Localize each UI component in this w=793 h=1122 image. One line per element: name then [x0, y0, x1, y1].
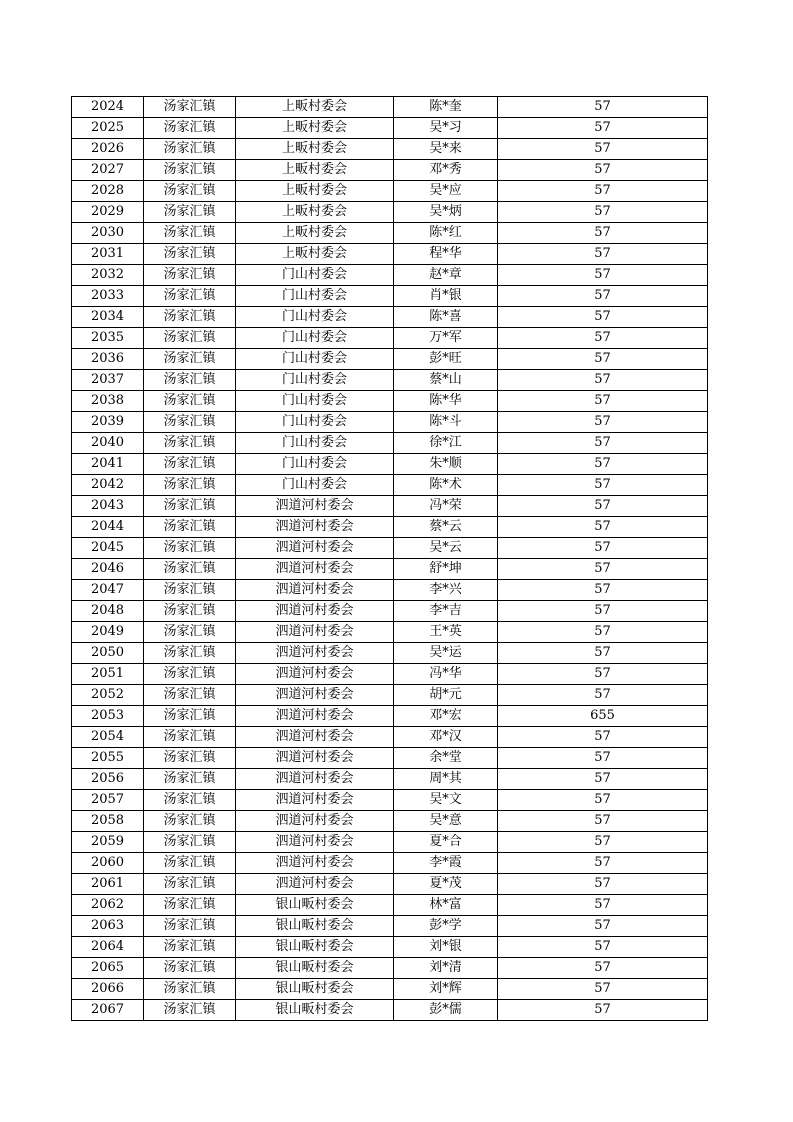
amount-cell: 57	[498, 118, 708, 139]
row-number-cell: 2025	[72, 118, 144, 139]
row-number-cell: 2026	[72, 139, 144, 160]
village-committee-cell: 门山村委会	[236, 433, 394, 454]
name-cell: 夏*合	[394, 832, 498, 853]
amount-cell: 57	[498, 475, 708, 496]
name-cell: 周*其	[394, 769, 498, 790]
village-committee-cell: 门山村委会	[236, 265, 394, 286]
table-row	[72, 160, 708, 181]
town-cell: 汤家汇镇	[144, 181, 236, 202]
name-cell: 邓*宏	[394, 706, 498, 727]
table-row	[72, 874, 708, 895]
table-row	[72, 895, 708, 916]
town-cell: 汤家汇镇	[144, 475, 236, 496]
village-committee-cell: 泗道河村委会	[236, 643, 394, 664]
amount-cell: 57	[498, 160, 708, 181]
table-row	[72, 307, 708, 328]
table-row	[72, 370, 708, 391]
table-row	[72, 328, 708, 349]
table-row	[72, 139, 708, 160]
village-committee-cell: 泗道河村委会	[236, 790, 394, 811]
amount-cell: 655	[498, 706, 708, 727]
table-row	[72, 685, 708, 706]
village-committee-cell: 银山畈村委会	[236, 895, 394, 916]
table-row	[72, 286, 708, 307]
town-cell: 汤家汇镇	[144, 307, 236, 328]
name-cell: 吴*来	[394, 139, 498, 160]
row-number-cell: 2040	[72, 433, 144, 454]
row-number-cell: 2056	[72, 769, 144, 790]
data-table	[71, 96, 708, 1021]
row-number-cell: 2060	[72, 853, 144, 874]
row-number-cell: 2032	[72, 265, 144, 286]
name-cell: 吴*炳	[394, 202, 498, 223]
amount-cell: 57	[498, 265, 708, 286]
name-cell: 李*兴	[394, 580, 498, 601]
name-cell: 蔡*山	[394, 370, 498, 391]
row-number-cell: 2030	[72, 223, 144, 244]
amount-cell: 57	[498, 286, 708, 307]
row-number-cell: 2027	[72, 160, 144, 181]
table-row	[72, 412, 708, 433]
table-row	[72, 349, 708, 370]
table-row	[72, 748, 708, 769]
name-cell: 吴*文	[394, 790, 498, 811]
village-committee-cell: 门山村委会	[236, 307, 394, 328]
village-committee-cell: 上畈村委会	[236, 244, 394, 265]
table-row	[72, 643, 708, 664]
village-committee-cell: 泗道河村委会	[236, 601, 394, 622]
amount-cell: 57	[498, 601, 708, 622]
row-number-cell: 2063	[72, 916, 144, 937]
amount-cell: 57	[498, 979, 708, 1000]
village-committee-cell: 门山村委会	[236, 328, 394, 349]
town-cell: 汤家汇镇	[144, 433, 236, 454]
table-row	[72, 811, 708, 832]
table-row	[72, 580, 708, 601]
table-row	[72, 601, 708, 622]
name-cell: 邓*汉	[394, 727, 498, 748]
name-cell: 李*吉	[394, 601, 498, 622]
village-committee-cell: 门山村委会	[236, 286, 394, 307]
village-committee-cell: 银山畈村委会	[236, 1000, 394, 1021]
row-number-cell: 2066	[72, 979, 144, 1000]
table-row	[72, 622, 708, 643]
amount-cell: 57	[498, 244, 708, 265]
name-cell: 陈*斗	[394, 412, 498, 433]
name-cell: 彭*学	[394, 916, 498, 937]
village-committee-cell: 泗道河村委会	[236, 559, 394, 580]
table-row	[72, 832, 708, 853]
town-cell: 汤家汇镇	[144, 832, 236, 853]
table-row	[72, 496, 708, 517]
amount-cell: 57	[498, 559, 708, 580]
name-cell: 舒*坤	[394, 559, 498, 580]
amount-cell: 57	[498, 664, 708, 685]
table-row	[72, 958, 708, 979]
amount-cell: 57	[498, 538, 708, 559]
amount-cell: 57	[498, 454, 708, 475]
village-committee-cell: 泗道河村委会	[236, 853, 394, 874]
village-committee-cell: 上畈村委会	[236, 223, 394, 244]
row-number-cell: 2037	[72, 370, 144, 391]
name-cell: 陈*术	[394, 475, 498, 496]
town-cell: 汤家汇镇	[144, 916, 236, 937]
village-committee-cell: 银山畈村委会	[236, 916, 394, 937]
row-number-cell: 2029	[72, 202, 144, 223]
village-committee-cell: 银山畈村委会	[236, 979, 394, 1000]
table-row	[72, 391, 708, 412]
name-cell: 肖*银	[394, 286, 498, 307]
village-committee-cell: 泗道河村委会	[236, 706, 394, 727]
row-number-cell: 2043	[72, 496, 144, 517]
row-number-cell: 2047	[72, 580, 144, 601]
name-cell: 赵*章	[394, 265, 498, 286]
table-row	[72, 181, 708, 202]
town-cell: 汤家汇镇	[144, 202, 236, 223]
village-committee-cell: 银山畈村委会	[236, 937, 394, 958]
table-row	[72, 97, 708, 118]
town-cell: 汤家汇镇	[144, 118, 236, 139]
amount-cell: 57	[498, 328, 708, 349]
town-cell: 汤家汇镇	[144, 265, 236, 286]
town-cell: 汤家汇镇	[144, 706, 236, 727]
amount-cell: 57	[498, 937, 708, 958]
amount-cell: 57	[498, 496, 708, 517]
town-cell: 汤家汇镇	[144, 769, 236, 790]
town-cell: 汤家汇镇	[144, 160, 236, 181]
row-number-cell: 2045	[72, 538, 144, 559]
name-cell: 吴*云	[394, 538, 498, 559]
amount-cell: 57	[498, 832, 708, 853]
village-committee-cell: 泗道河村委会	[236, 538, 394, 559]
town-cell: 汤家汇镇	[144, 139, 236, 160]
town-cell: 汤家汇镇	[144, 685, 236, 706]
name-cell: 陈*喜	[394, 307, 498, 328]
name-cell: 陈*华	[394, 391, 498, 412]
amount-cell: 57	[498, 97, 708, 118]
village-committee-cell: 门山村委会	[236, 391, 394, 412]
row-number-cell: 2061	[72, 874, 144, 895]
table-body	[72, 97, 708, 1021]
row-number-cell: 2035	[72, 328, 144, 349]
amount-cell: 57	[498, 349, 708, 370]
town-cell: 汤家汇镇	[144, 643, 236, 664]
table-row	[72, 916, 708, 937]
table-row	[72, 433, 708, 454]
village-committee-cell: 上畈村委会	[236, 160, 394, 181]
name-cell: 夏*茂	[394, 874, 498, 895]
amount-cell: 57	[498, 433, 708, 454]
row-number-cell: 2050	[72, 643, 144, 664]
town-cell: 汤家汇镇	[144, 517, 236, 538]
amount-cell: 57	[498, 139, 708, 160]
amount-cell: 57	[498, 580, 708, 601]
village-committee-cell: 泗道河村委会	[236, 874, 394, 895]
town-cell: 汤家汇镇	[144, 328, 236, 349]
row-number-cell: 2065	[72, 958, 144, 979]
table-row	[72, 244, 708, 265]
town-cell: 汤家汇镇	[144, 622, 236, 643]
name-cell: 刘*银	[394, 937, 498, 958]
name-cell: 刘*清	[394, 958, 498, 979]
row-number-cell: 2049	[72, 622, 144, 643]
town-cell: 汤家汇镇	[144, 97, 236, 118]
name-cell: 林*富	[394, 895, 498, 916]
row-number-cell: 2054	[72, 727, 144, 748]
town-cell: 汤家汇镇	[144, 538, 236, 559]
town-cell: 汤家汇镇	[144, 601, 236, 622]
town-cell: 汤家汇镇	[144, 853, 236, 874]
town-cell: 汤家汇镇	[144, 559, 236, 580]
row-number-cell: 2059	[72, 832, 144, 853]
table-row	[72, 853, 708, 874]
village-committee-cell: 泗道河村委会	[236, 811, 394, 832]
town-cell: 汤家汇镇	[144, 391, 236, 412]
name-cell: 陈*奎	[394, 97, 498, 118]
village-committee-cell: 门山村委会	[236, 412, 394, 433]
table-row	[72, 937, 708, 958]
village-committee-cell: 上畈村委会	[236, 139, 394, 160]
amount-cell: 57	[498, 412, 708, 433]
town-cell: 汤家汇镇	[144, 958, 236, 979]
name-cell: 冯*华	[394, 664, 498, 685]
row-number-cell: 2044	[72, 517, 144, 538]
town-cell: 汤家汇镇	[144, 874, 236, 895]
amount-cell: 57	[498, 916, 708, 937]
row-number-cell: 2067	[72, 1000, 144, 1021]
row-number-cell: 2058	[72, 811, 144, 832]
village-committee-cell: 泗道河村委会	[236, 769, 394, 790]
village-committee-cell: 泗道河村委会	[236, 664, 394, 685]
village-committee-cell: 上畈村委会	[236, 97, 394, 118]
town-cell: 汤家汇镇	[144, 349, 236, 370]
village-committee-cell: 泗道河村委会	[236, 685, 394, 706]
town-cell: 汤家汇镇	[144, 727, 236, 748]
amount-cell: 57	[498, 391, 708, 412]
amount-cell: 57	[498, 811, 708, 832]
town-cell: 汤家汇镇	[144, 664, 236, 685]
row-number-cell: 2042	[72, 475, 144, 496]
name-cell: 邓*秀	[394, 160, 498, 181]
village-committee-cell: 门山村委会	[236, 475, 394, 496]
amount-cell: 57	[498, 790, 708, 811]
row-number-cell: 2062	[72, 895, 144, 916]
row-number-cell: 2039	[72, 412, 144, 433]
name-cell: 陈*红	[394, 223, 498, 244]
table-row	[72, 223, 708, 244]
row-number-cell: 2028	[72, 181, 144, 202]
name-cell: 朱*顺	[394, 454, 498, 475]
row-number-cell: 2036	[72, 349, 144, 370]
amount-cell: 57	[498, 517, 708, 538]
row-number-cell: 2057	[72, 790, 144, 811]
table-row	[72, 202, 708, 223]
table-row	[72, 706, 708, 727]
table-row	[72, 559, 708, 580]
table-row	[72, 118, 708, 139]
row-number-cell: 2051	[72, 664, 144, 685]
name-cell: 吴*意	[394, 811, 498, 832]
amount-cell: 57	[498, 685, 708, 706]
name-cell: 余*堂	[394, 748, 498, 769]
amount-cell: 57	[498, 370, 708, 391]
amount-cell: 57	[498, 958, 708, 979]
table-row	[72, 790, 708, 811]
name-cell: 蔡*云	[394, 517, 498, 538]
name-cell: 刘*辉	[394, 979, 498, 1000]
name-cell: 万*军	[394, 328, 498, 349]
table-row	[72, 265, 708, 286]
row-number-cell: 2024	[72, 97, 144, 118]
table-row	[72, 979, 708, 1000]
town-cell: 汤家汇镇	[144, 412, 236, 433]
name-cell: 吴*应	[394, 181, 498, 202]
row-number-cell: 2055	[72, 748, 144, 769]
amount-cell: 57	[498, 895, 708, 916]
row-number-cell: 2064	[72, 937, 144, 958]
table-row	[72, 475, 708, 496]
name-cell: 吴*运	[394, 643, 498, 664]
village-committee-cell: 泗道河村委会	[236, 517, 394, 538]
name-cell: 吴*习	[394, 118, 498, 139]
town-cell: 汤家汇镇	[144, 790, 236, 811]
name-cell: 程*华	[394, 244, 498, 265]
village-committee-cell: 泗道河村委会	[236, 727, 394, 748]
name-cell: 彭*旺	[394, 349, 498, 370]
amount-cell: 57	[498, 307, 708, 328]
table-row	[72, 769, 708, 790]
village-committee-cell: 泗道河村委会	[236, 748, 394, 769]
amount-cell: 57	[498, 643, 708, 664]
village-committee-cell: 泗道河村委会	[236, 622, 394, 643]
village-committee-cell: 门山村委会	[236, 370, 394, 391]
village-committee-cell: 门山村委会	[236, 349, 394, 370]
name-cell: 徐*江	[394, 433, 498, 454]
row-number-cell: 2033	[72, 286, 144, 307]
village-committee-cell: 泗道河村委会	[236, 832, 394, 853]
name-cell: 冯*荣	[394, 496, 498, 517]
amount-cell: 57	[498, 769, 708, 790]
table-row	[72, 1000, 708, 1021]
town-cell: 汤家汇镇	[144, 979, 236, 1000]
town-cell: 汤家汇镇	[144, 895, 236, 916]
row-number-cell: 2034	[72, 307, 144, 328]
row-number-cell: 2031	[72, 244, 144, 265]
name-cell: 王*英	[394, 622, 498, 643]
amount-cell: 57	[498, 622, 708, 643]
table-row	[72, 538, 708, 559]
town-cell: 汤家汇镇	[144, 244, 236, 265]
village-committee-cell: 泗道河村委会	[236, 496, 394, 517]
amount-cell: 57	[498, 874, 708, 895]
town-cell: 汤家汇镇	[144, 811, 236, 832]
village-committee-cell: 上畈村委会	[236, 118, 394, 139]
name-cell: 李*霞	[394, 853, 498, 874]
row-number-cell: 2038	[72, 391, 144, 412]
town-cell: 汤家汇镇	[144, 454, 236, 475]
village-committee-cell: 泗道河村委会	[236, 580, 394, 601]
row-number-cell: 2048	[72, 601, 144, 622]
town-cell: 汤家汇镇	[144, 580, 236, 601]
table-row	[72, 454, 708, 475]
town-cell: 汤家汇镇	[144, 748, 236, 769]
amount-cell: 57	[498, 181, 708, 202]
village-committee-cell: 上畈村委会	[236, 202, 394, 223]
town-cell: 汤家汇镇	[144, 223, 236, 244]
amount-cell: 57	[498, 223, 708, 244]
row-number-cell: 2041	[72, 454, 144, 475]
table-row	[72, 727, 708, 748]
town-cell: 汤家汇镇	[144, 496, 236, 517]
town-cell: 汤家汇镇	[144, 1000, 236, 1021]
village-committee-cell: 门山村委会	[236, 454, 394, 475]
amount-cell: 57	[498, 853, 708, 874]
village-committee-cell: 上畈村委会	[236, 181, 394, 202]
town-cell: 汤家汇镇	[144, 937, 236, 958]
village-committee-cell: 银山畈村委会	[236, 958, 394, 979]
table-row	[72, 664, 708, 685]
town-cell: 汤家汇镇	[144, 286, 236, 307]
name-cell: 胡*元	[394, 685, 498, 706]
row-number-cell: 2046	[72, 559, 144, 580]
table-row	[72, 517, 708, 538]
row-number-cell: 2053	[72, 706, 144, 727]
amount-cell: 57	[498, 1000, 708, 1021]
amount-cell: 57	[498, 202, 708, 223]
amount-cell: 57	[498, 748, 708, 769]
town-cell: 汤家汇镇	[144, 370, 236, 391]
name-cell: 彭*儒	[394, 1000, 498, 1021]
amount-cell: 57	[498, 727, 708, 748]
row-number-cell: 2052	[72, 685, 144, 706]
